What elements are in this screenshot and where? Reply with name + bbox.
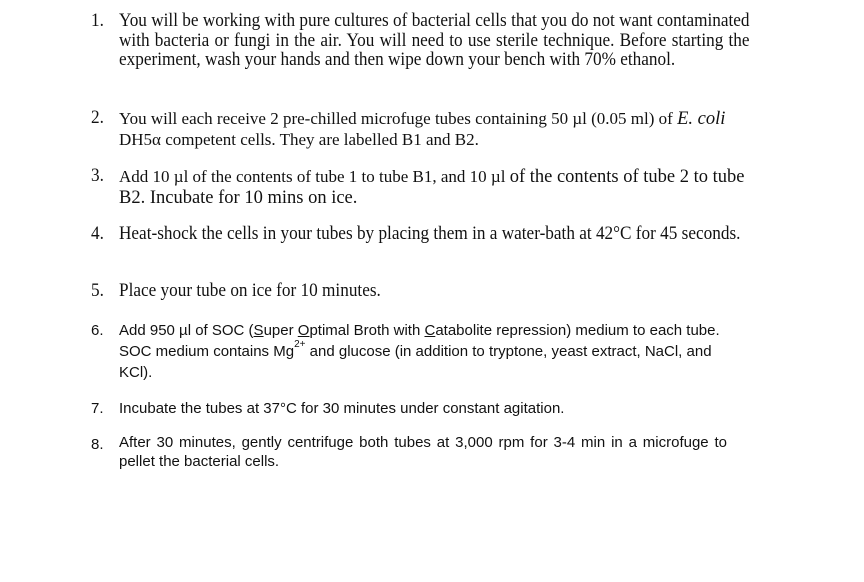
item-text [119, 109, 752, 149]
list-item-7 [91, 398, 751, 419]
acronym-letter: C [424, 322, 436, 339]
organism-name: E. coli [677, 109, 726, 129]
item-text: You will be working with pure cultures of bacterial cells that you do not want contaminated with bacteria or fungi in the air. You will need to use sterile technique. Before starting the experiment, wash your hands and then wipe down your bench with 70% ethanol. [119, 11, 750, 70]
item-text: Place your tube on ice for 10 minutes. [119, 281, 381, 301]
item-number: 7. [91, 400, 104, 417]
item-text [119, 167, 752, 208]
item-text: Heat-shock the cells in your tubes by placing them in a water-bath at 42°C for 45 seconds. [119, 224, 741, 244]
item-text: After 30 minutes, gently centrifuge both tubes at 3,000 rpm for 3-4 min in a microfuge to pellet the bacterial cells. [119, 434, 727, 470]
item-text: Incubate the tubes at 37°C for 30 minutes under constant agitation. [119, 400, 565, 417]
list-item-2 [91, 109, 751, 149]
item-number: 6. [91, 322, 104, 339]
item-text-part: DH5α competent cells. They are labelled B1 and B2. [119, 129, 479, 149]
list-item-6 [91, 320, 751, 383]
list-item-4 [91, 225, 751, 245]
item-text [119, 320, 727, 383]
item-text-part: and glucose (in addition to tryptone, yeast extract, NaCl, and KCl). [119, 343, 712, 381]
item-number: 2. [91, 108, 104, 128]
item-number: 8. [91, 436, 104, 453]
list-item-3 [91, 167, 751, 208]
item-text-part: of the contents of tube 2 to tube B2. Incubate for 10 mins on ice. [119, 167, 745, 208]
item-number: 3. [91, 166, 104, 186]
item-number: 5. [91, 281, 104, 301]
item-text-part: ptimal Broth with [309, 322, 425, 339]
acronym-letter: O [297, 322, 310, 339]
ion-superscript: 2+ [294, 339, 306, 350]
item-text-part: Add 950 µl of SOC ( [119, 322, 254, 339]
item-text-part: You will each receive 2 pre-chilled microfuge tubes containing 50 µl (0.05 ml) of [119, 109, 678, 128]
item-number: 1. [91, 11, 104, 31]
item-text-part: atabolite repression) medium to each tube. SOC medium contains Mg [119, 322, 720, 360]
item-text-part: Add 10 µl of the contents of tube 1 to tube B1, and 10 µl [119, 167, 510, 186]
acronym-letter: S [253, 322, 264, 339]
list-item-8 [91, 434, 751, 471]
list-item-5 [91, 282, 751, 302]
item-text-part: uper [263, 322, 298, 339]
item-number: 4. [91, 224, 104, 244]
list-item-1 [91, 12, 751, 71]
